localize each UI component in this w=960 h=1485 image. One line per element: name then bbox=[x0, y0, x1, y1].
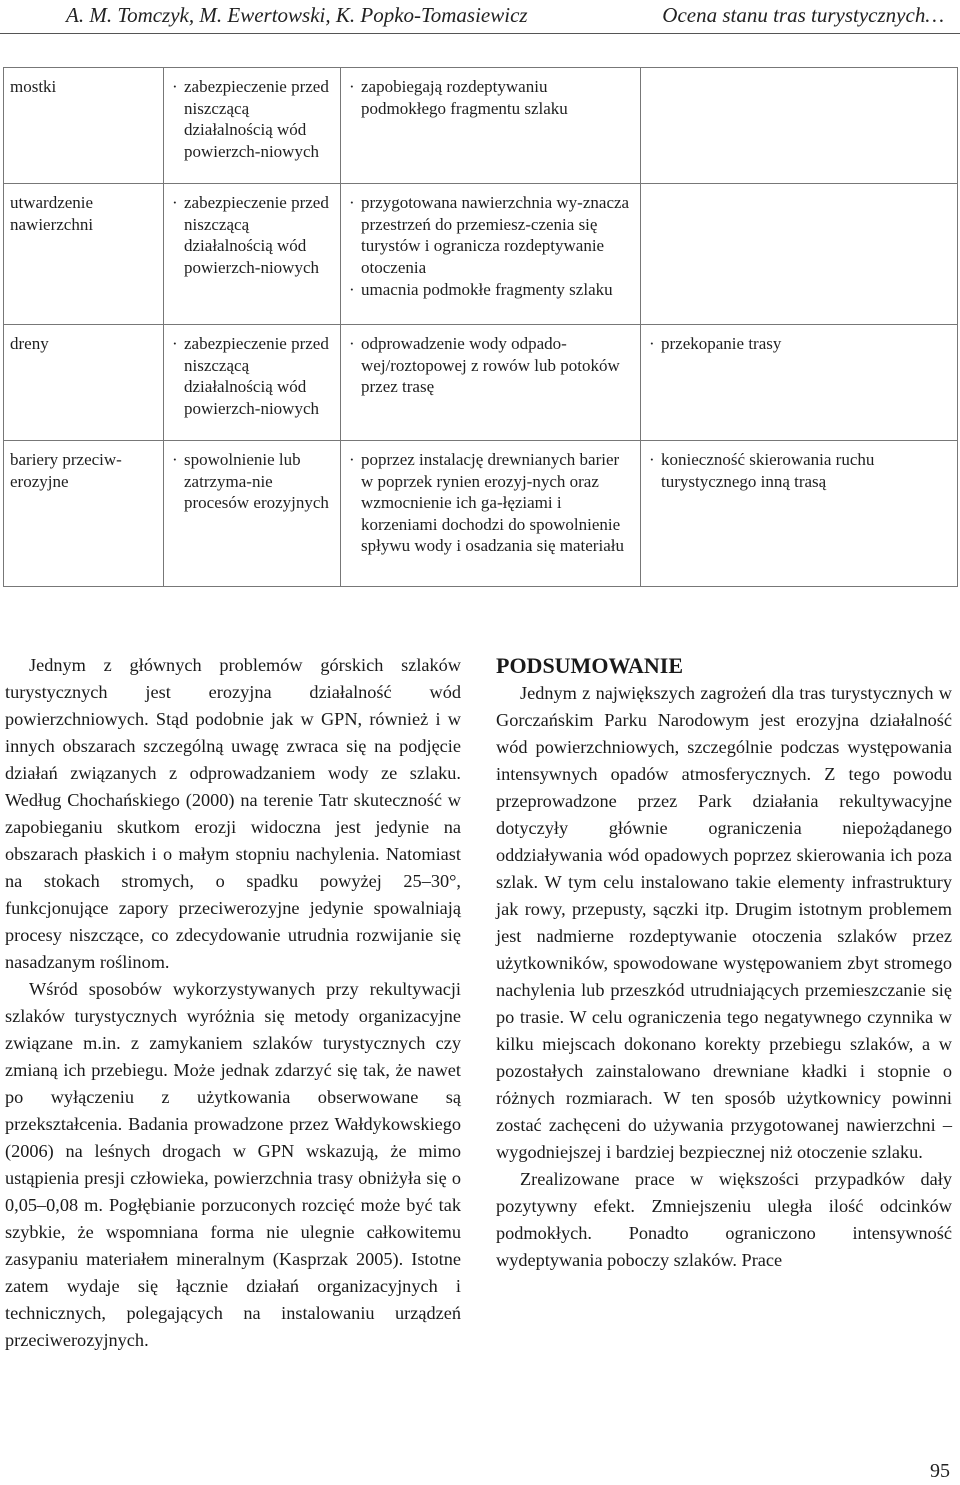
effect-item: · przygotowana nawierzchnia wy-znacza przestrzeń do przemiesz-czenia się turystów i ogranicza rozdeptywanie otoczenia bbox=[347, 192, 634, 278]
running-header bbox=[0, 0, 960, 34]
effect-item: · zapobiegają rozdeptywaniu podmokłego fragmentu szlaku bbox=[347, 76, 634, 119]
row-name: mostki bbox=[10, 77, 57, 96]
body-paragraph: Zrealizowane prace w większości przypadków dały pozytywny efekt. Zmniejszeniu uległa ilość odcinków podmokłych. Ponadto ograniczono intensywność wydeptywania poboczy szlaków. Prace bbox=[496, 1169, 952, 1270]
table-row bbox=[4, 441, 958, 587]
header-authors: A. M. Tomczyk, M. Ewertowski, K. Popko-Tomasiewicz bbox=[66, 3, 528, 27]
table-cell-effects bbox=[341, 325, 641, 441]
table-cell-purpose bbox=[164, 68, 341, 184]
section-heading: PODSUMOWANIE bbox=[496, 653, 684, 678]
row-name: utwardzenie nawierzchni bbox=[10, 193, 94, 234]
table-row bbox=[4, 184, 958, 325]
header-rule bbox=[0, 33, 960, 34]
table-cell-purpose bbox=[164, 441, 341, 587]
purpose-item: · zabezpieczenie przed niszczącą działalnością wód powierzch-niowych bbox=[170, 192, 334, 278]
drawback-item: · konieczność skierowania ruchu turystycznego inną trasą bbox=[647, 449, 951, 492]
drawback-item: · przekopanie trasy bbox=[647, 333, 951, 355]
table-cell-purpose bbox=[164, 184, 341, 325]
purpose-item: · zabezpieczenie przed niszczącą działalnością wód powierzch-niowych bbox=[170, 76, 334, 162]
effect-item: · umacnia podmokłe fragmenty szlaku bbox=[347, 279, 634, 301]
effect-item: · odprowadzenie wody odpado-wej/roztopowej z rowów lub potoków przez trasę bbox=[347, 333, 634, 398]
table-cell-name bbox=[4, 184, 164, 325]
table-cell-drawbacks bbox=[641, 184, 958, 325]
left-text-column bbox=[5, 652, 461, 1354]
body-paragraph: Jednym z największych zagrożeń dla tras turystycznych w Gorczańskim Parku Narodowym jest erozyjna działalność wód powierzchniowych, szczególnie podczas występowania intensywnych opadów atmosferycznych. Z tego powodu przeprowadzone przez Park działania rekultywacyjne dotyczyły głównie ograniczenia niepożądanego oddziaływania wód opadowych poprzez skierowania ich poza szlak. W tym celu instalowano takie elementy infrastruktury jak rowy, przepusty, sączki itp. Drugim istotnym problemem jest nadmierne rozdeptywanie otoczenia szlaków przez użytkowników, spowodowane występowaniem zbyt stromego nachylenia lub przeszkód utrudniających przemieszczanie się po trasie. W celu ograniczenia tego negatywnego czynnika w kilku miejscach dokonano korekty przebiegu szlaków, a w pozostałych zainstalowano drewniane kładki i stopnie o różnych rozmiarach. W ten sposób użytkownicy powinni zostać zachęceni do używania przygotowanej nawierzchni – wygodniejszej i bardziej bezpiecznej niż otoczenie szlaku. bbox=[496, 683, 952, 1162]
right-text-column bbox=[496, 652, 952, 1274]
table-cell-name bbox=[4, 325, 164, 441]
header-article-title: Ocena stanu tras turystycznych… bbox=[662, 3, 944, 27]
body-paragraph: Jednym z głównych problemów górskich szlaków turystycznych jest erozyjna działalność wód powierzchniowych. Stąd podobnie jak w GPN, również i w innych obszarach szczególną uwagę zwraca się na podjęcie działań związanych z odprowadzaniem wody ze szlaku. Według Chochańskiego (2000) na terenie Tatr skuteczność w zapobieganiu skutkom erozji widoczna jest jedynie na obszarach płaskich i o małym stopniu nachylenia. Natomiast na stokach stromych, o spadku powyżej 25–30°, funkcjonujące zapory przeciwerozyjne jedynie spowalniają procesy niszczące, co zdecydowanie utrudnia rozwijanie się nasadzanym roślinom. bbox=[5, 655, 461, 972]
body-paragraph: Wśród sposobów wykorzystywanych przy rekultywacji szlaków turystycznych wyróżnia się metody organizacyjne związane m.in. z zamykaniem szlaków turystycznych czy zmianą ich przebiegu. Może jednak zdarzyć się tak, że nawet po wyłączeniu z użytkowania obserwowane są przekształcenia. Badania prowadzone przez Wałdykowskiego (2006) na leśnych drogach w GPN wskazują, że mimo ustąpienia presji człowieka, powierzchnia trasy obniżyła się o 0,05–0,08 m. Pogłębianie porzuconych rozcięć może być tak szybkie, że wspomniana forma nie ulegnie całkowitemu zasypaniu materiałem mineralnym (Kasprzak 2005). Istotne zatem wydaje się łącznie działań organizacyjnych i technicznych, polegających na instalowaniu urządzeń przeciwerozyjnych. bbox=[5, 979, 461, 1350]
table-cell-effects bbox=[341, 184, 641, 325]
table-cell-drawbacks bbox=[641, 68, 958, 184]
measures-table bbox=[3, 67, 958, 587]
table-cell-purpose bbox=[164, 325, 341, 441]
purpose-item: · spowolnienie lub zatrzyma-nie procesów erozyjnych bbox=[170, 449, 334, 514]
table-cell-name bbox=[4, 441, 164, 587]
table-row bbox=[4, 68, 958, 184]
table-cell-name bbox=[4, 68, 164, 184]
page-number: 95 bbox=[930, 1460, 950, 1482]
table-cell-drawbacks bbox=[641, 441, 958, 587]
effect-item: · poprzez instalację drewnianych barier w poprzek rynien erozyj-nych oraz wzmocnienie ich ga-łęziami i korzeniami dochodzi do spowolnienie spływu wody i osadzania się materiału bbox=[347, 449, 634, 557]
table-row bbox=[4, 325, 958, 441]
table-cell-drawbacks bbox=[641, 325, 958, 441]
row-name: dreny bbox=[10, 334, 49, 353]
purpose-item: · zabezpieczenie przed niszczącą działalnością wód powierzch-niowych bbox=[170, 333, 334, 419]
row-name: bariery przeciw-erozyjne bbox=[10, 450, 122, 491]
measures-table-body bbox=[4, 68, 958, 587]
table-cell-effects bbox=[341, 68, 641, 184]
table-cell-effects bbox=[341, 441, 641, 587]
